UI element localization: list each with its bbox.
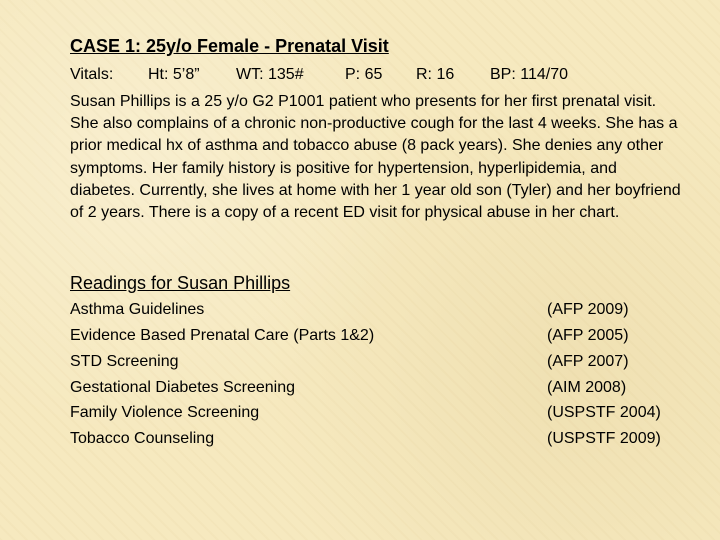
vitals-blood-pressure: BP: 114/70 — [490, 66, 568, 83]
patient-history: Susan Phillips is a 25 y/o G2 P1001 patient who presents for her first prenatal visit. She also complains of a chronic non-productive cough for the last 4 weeks. She has a prior medical hx of asthma and tobacco abuse (8 pack years). She denies any other symptoms. Her family history is positive for hypertension, hyperlipidemia, and diabetes. Currently, she lives at home with her 1 year old son (Tyler) and her boyfriend of 2 years. There is a copy of a recent ED visit for physical abuse in her chart. — [70, 93, 681, 222]
reading-item — [70, 327, 680, 353]
reading-name: Asthma Guidelines — [70, 301, 205, 318]
reading-name: STD Screening — [70, 353, 179, 370]
reading-source: (AFP 2007) — [547, 353, 629, 370]
reading-source: (AFP 2009) — [547, 301, 629, 318]
reading-source: (USPSTF 2009) — [547, 430, 661, 447]
readings-title: Readings for Susan Phillips — [70, 273, 291, 293]
reading-source: (AIM 2008) — [547, 379, 627, 396]
vitals-label: Vitals: — [70, 66, 114, 83]
vitals-weight: WT: 135# — [236, 66, 304, 83]
reading-name: Evidence Based Prenatal Care (Parts 1&2) — [70, 327, 375, 344]
case-title: CASE 1: 25y/o Female - Prenatal Visit — [70, 36, 389, 56]
vitals-height: Ht: 5’8” — [148, 66, 200, 83]
reading-name: Tobacco Counseling — [70, 430, 215, 447]
vitals-pulse: P: 65 — [345, 66, 383, 83]
reading-name: Family Violence Screening — [70, 404, 260, 421]
vitals-respiration: R: 16 — [416, 66, 455, 83]
reading-item — [70, 353, 680, 379]
reading-source: (AFP 2005) — [547, 327, 629, 344]
reading-name: Gestational Diabetes Screening — [70, 379, 296, 396]
reading-item — [70, 379, 680, 405]
reading-item — [70, 404, 680, 430]
reading-item — [70, 430, 680, 456]
reading-item — [70, 301, 680, 327]
reading-source: (USPSTF 2004) — [547, 404, 661, 421]
